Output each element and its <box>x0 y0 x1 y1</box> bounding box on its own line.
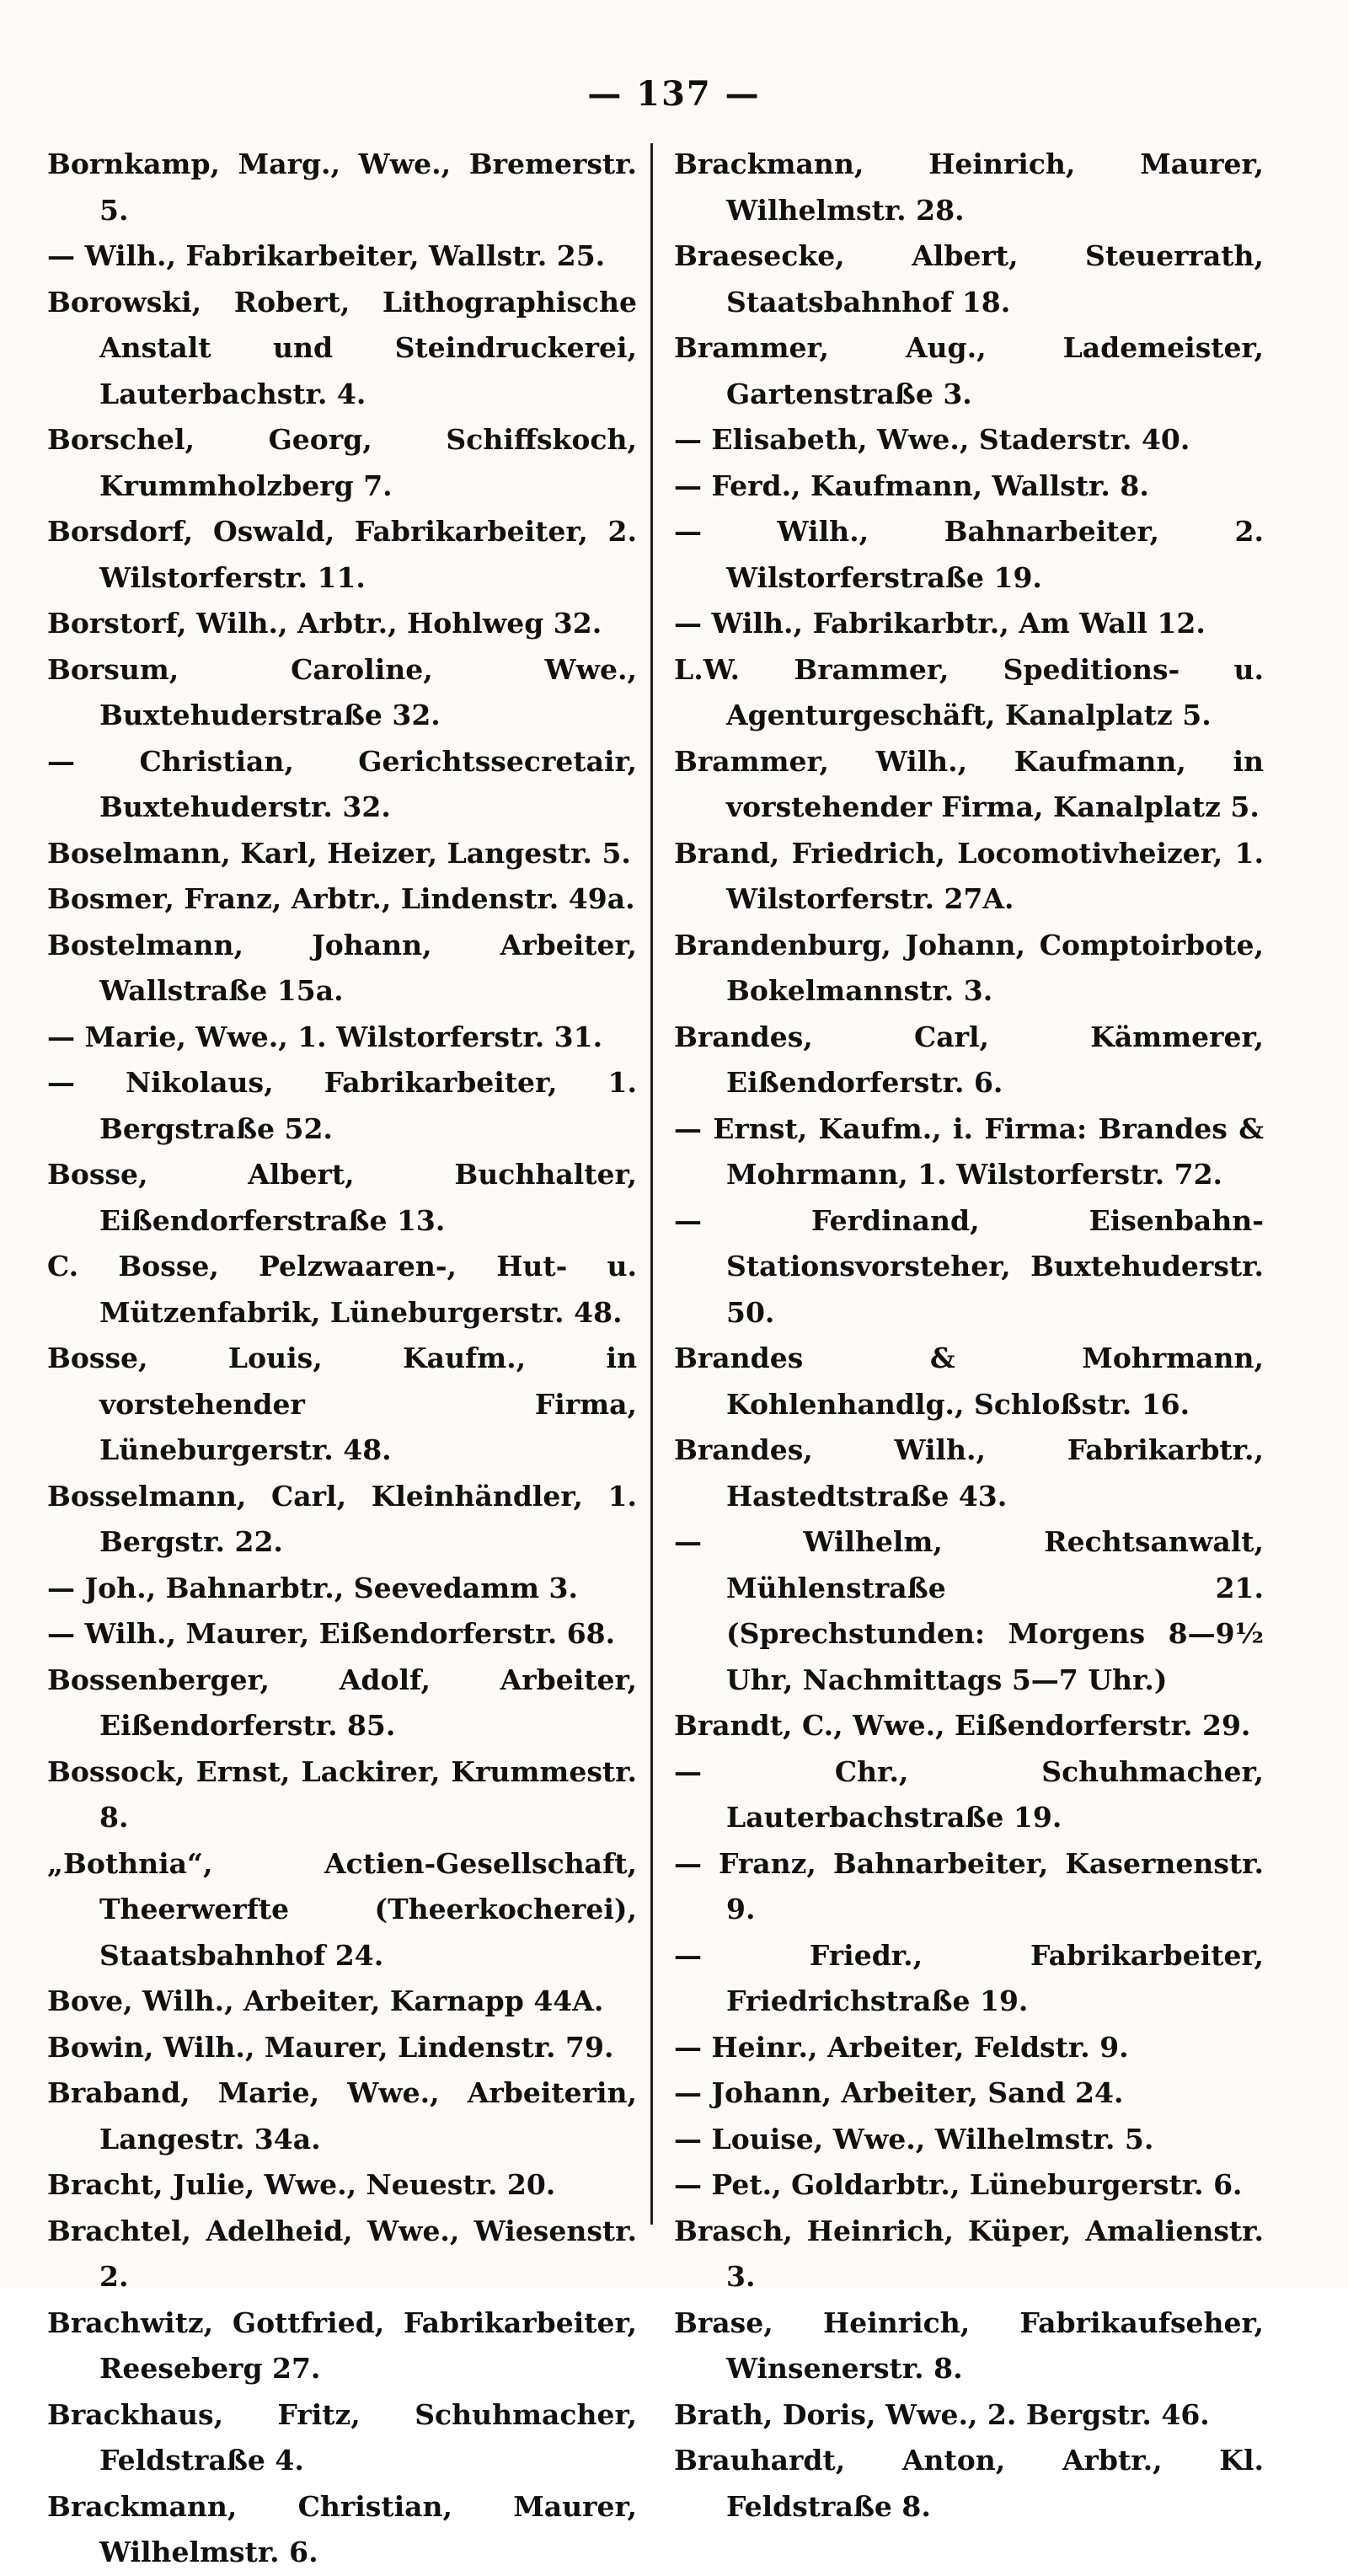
directory-entry: Borstorf, Wilh., Arbtr., Hohlweg 32. <box>47 607 602 640</box>
directory-entry: Borsum, Caroline, Wwe., Buxtehuderstraße 32. <box>47 652 637 731</box>
directory-entry: Brammer, Aug., Lademeister, Gartenstraße 3. <box>674 331 1264 410</box>
directory-entry: Brandes, Wilh., Fabrikarbtr., Hastedtstraße 43. <box>674 1433 1264 1513</box>
directory-entry: Braband, Marie, Wwe., Arbeiterin, Langestr. 34a. <box>47 2076 637 2156</box>
directory-entry: Borschel, Georg, Schiffskoch, Krummholzberg 7. <box>47 423 637 502</box>
directory-entry: Bostelmann, Johann, Arbeiter, Wallstraße 15a. <box>47 928 637 1007</box>
directory-entry: Bossenberger, Adolf, Arbeiter, Eißendorferstr. 85. <box>47 1663 637 1742</box>
directory-entry: — Heinr., Arbeiter, Feldstr. 9. <box>674 2030 1129 2064</box>
directory-entry: — Ernst, Kaufm., i. Firma: Brandes & Mohrmann, 1. Wilstorferstr. 72. <box>674 1111 1264 1191</box>
directory-entry: Boselmann, Karl, Heizer, Langestr. 5. <box>47 836 631 870</box>
directory-entry: Borowski, Robert, Lithographische Anstalt und Steindruckerei, Lauterbachstr. 4. <box>47 285 637 410</box>
directory-entry: „Bothnia“, Actien-Gesellschaft, Theerwerfte (Theerkocherei), Staatsbahnhof 24. <box>47 1846 637 1972</box>
directory-entry: — Louise, Wwe., Wilhelmstr. 5. <box>674 2122 1154 2156</box>
directory-entry: Bosmer, Franz, Arbtr., Lindenstr. 49a. <box>47 882 635 915</box>
directory-entry: — Wilh., Fabrikarbtr., Am Wall 12. <box>674 607 1206 640</box>
directory-entry: — Ferdinand, Eisenbahn-Stationsvorsteher, Buxtehuderstr. 50. <box>674 1203 1264 1329</box>
right-column <box>674 142 1264 2530</box>
directory-entry: — Pet., Goldarbtr., Lüneburgerstr. 6. <box>674 2168 1243 2201</box>
directory-entry: Brachtel, Adelheid, Wwe., Wiesenstr. 2. <box>47 2214 637 2293</box>
directory-entry: — Chr., Schuhmacher, Lauterbachstraße 19. <box>674 1754 1264 1834</box>
directory-entry: Borsdorf, Oswald, Fabrikarbeiter, 2. Wilstorferstr. 11. <box>47 515 637 594</box>
directory-entry: L.W. Brammer, Speditions- u. Agenturgeschäft, Kanalplatz 5. <box>674 652 1264 731</box>
directory-entry: Bosse, Albert, Buchhalter, Eißendorferstraße 13. <box>47 1158 637 1237</box>
page-number: — 137 — <box>587 74 761 114</box>
directory-entry: Bosselmann, Carl, Kleinhändler, 1. Bergstr. 22. <box>47 1479 637 1558</box>
directory-entry: Brandt, C., Wwe., Eißendorferstr. 29. <box>674 1709 1251 1742</box>
directory-entry: — Johann, Arbeiter, Sand 24. <box>674 2076 1124 2109</box>
directory-entry: Bossock, Ernst, Lackirer, Krummestr. 8. <box>47 1754 637 1834</box>
left-column <box>47 142 637 2576</box>
directory-entry: Bosse, Louis, Kaufm., in vorstehender Firma, Lüneburgerstr. 48. <box>47 1342 637 1466</box>
directory-entry: Brackhaus, Fritz, Schuhmacher, Feldstraße 4. <box>47 2397 637 2477</box>
directory-entry: — Ferd., Kaufmann, Wallstr. 8. <box>674 469 1149 502</box>
directory-entry: Brackmann, Heinrich, Maurer, Wilhelmstr. 28. <box>674 147 1264 227</box>
directory-entry: Bowin, Wilh., Maurer, Lindenstr. 79. <box>47 2030 614 2064</box>
directory-entry: Brandes & Mohrmann, Kohlenhandlg., Schloßstr. 16. <box>674 1342 1264 1421</box>
directory-entry: Brammer, Wilh., Kaufmann, in vorstehender Firma, Kanalplatz 5. <box>674 744 1264 823</box>
directory-entry: Brandenburg, Johann, Comptoirbote, Bokelmannstr. 3. <box>674 928 1264 1007</box>
column-divider <box>650 143 653 2225</box>
directory-entry: — Marie, Wwe., 1. Wilstorferstr. 31. <box>47 1020 603 1053</box>
directory-entry: — Christian, Gerichtssecretair, Buxtehuderstr. 32. <box>47 744 637 823</box>
directory-entry: Brauhardt, Anton, Arbtr., Kl. Feldstraße 8. <box>674 2444 1264 2523</box>
directory-entry: — Wilh., Bahnarbeiter, 2. Wilstorferstraße 19. <box>674 515 1264 594</box>
directory-entry: — Franz, Bahnarbeiter, Kasernenstr. 9. <box>674 1846 1264 1925</box>
directory-entry: Brand, Friedrich, Locomotivheizer, 1. Wilstorferstr. 27A. <box>674 836 1264 915</box>
directory-entry: Bracht, Julie, Wwe., Neuestr. 20. <box>47 2168 556 2201</box>
directory-entry: Brackmann, Christian, Maurer, Wilhelmstr. 6. <box>47 2489 637 2568</box>
directory-entry: — Nikolaus, Fabrikarbeiter, 1. Bergstraße 52. <box>47 1066 637 1145</box>
directory-entry: Brath, Doris, Wwe., 2. Bergstr. 46. <box>674 2397 1210 2431</box>
directory-entry: Braesecke, Albert, Steuerrath, Staatsbahnhof 18. <box>674 239 1264 319</box>
directory-entry: C. Bosse, Pelzwaaren-, Hut- u. Mützenfabrik, Lüneburgerstr. 48. <box>47 1250 637 1329</box>
directory-entry: — Elisabeth, Wwe., Staderstr. 40. <box>674 423 1190 456</box>
directory-entry: Brase, Heinrich, Fabrikaufseher, Winsenerstr. 8. <box>674 2306 1264 2385</box>
directory-entry: — Wilh., Maurer, Eißendorferstr. 68. <box>47 1617 616 1650</box>
directory-entry: — Wilh., Fabrikarbeiter, Wallstr. 25. <box>47 239 606 272</box>
directory-entry: — Friedr., Fabrikarbeiter, Friedrichstraße 19. <box>674 1938 1264 2017</box>
directory-entry: Bornkamp, Marg., Wwe., Bremerstr. 5. <box>47 147 637 227</box>
directory-entry: Brasch, Heinrich, Küper, Amalienstr. 3. <box>674 2214 1264 2293</box>
directory-entry: Bove, Wilh., Arbeiter, Karnapp 44A. <box>47 1984 604 2017</box>
directory-entry: Brachwitz, Gottfried, Fabrikarbeiter, Reeseberg 27. <box>47 2306 637 2385</box>
directory-entry: — Joh., Bahnarbtr., Seevedamm 3. <box>47 1571 578 1604</box>
directory-entry: Brandes, Carl, Kämmerer, Eißendorferstr. 6. <box>674 1020 1264 1099</box>
directory-entry: — Wilhelm, Rechtsanwalt, Mühlenstraße 21. (Sprechstunden: Morgens 8—9½ Uhr, Nachmittags 5—7 Uhr.) <box>674 1525 1264 1696</box>
